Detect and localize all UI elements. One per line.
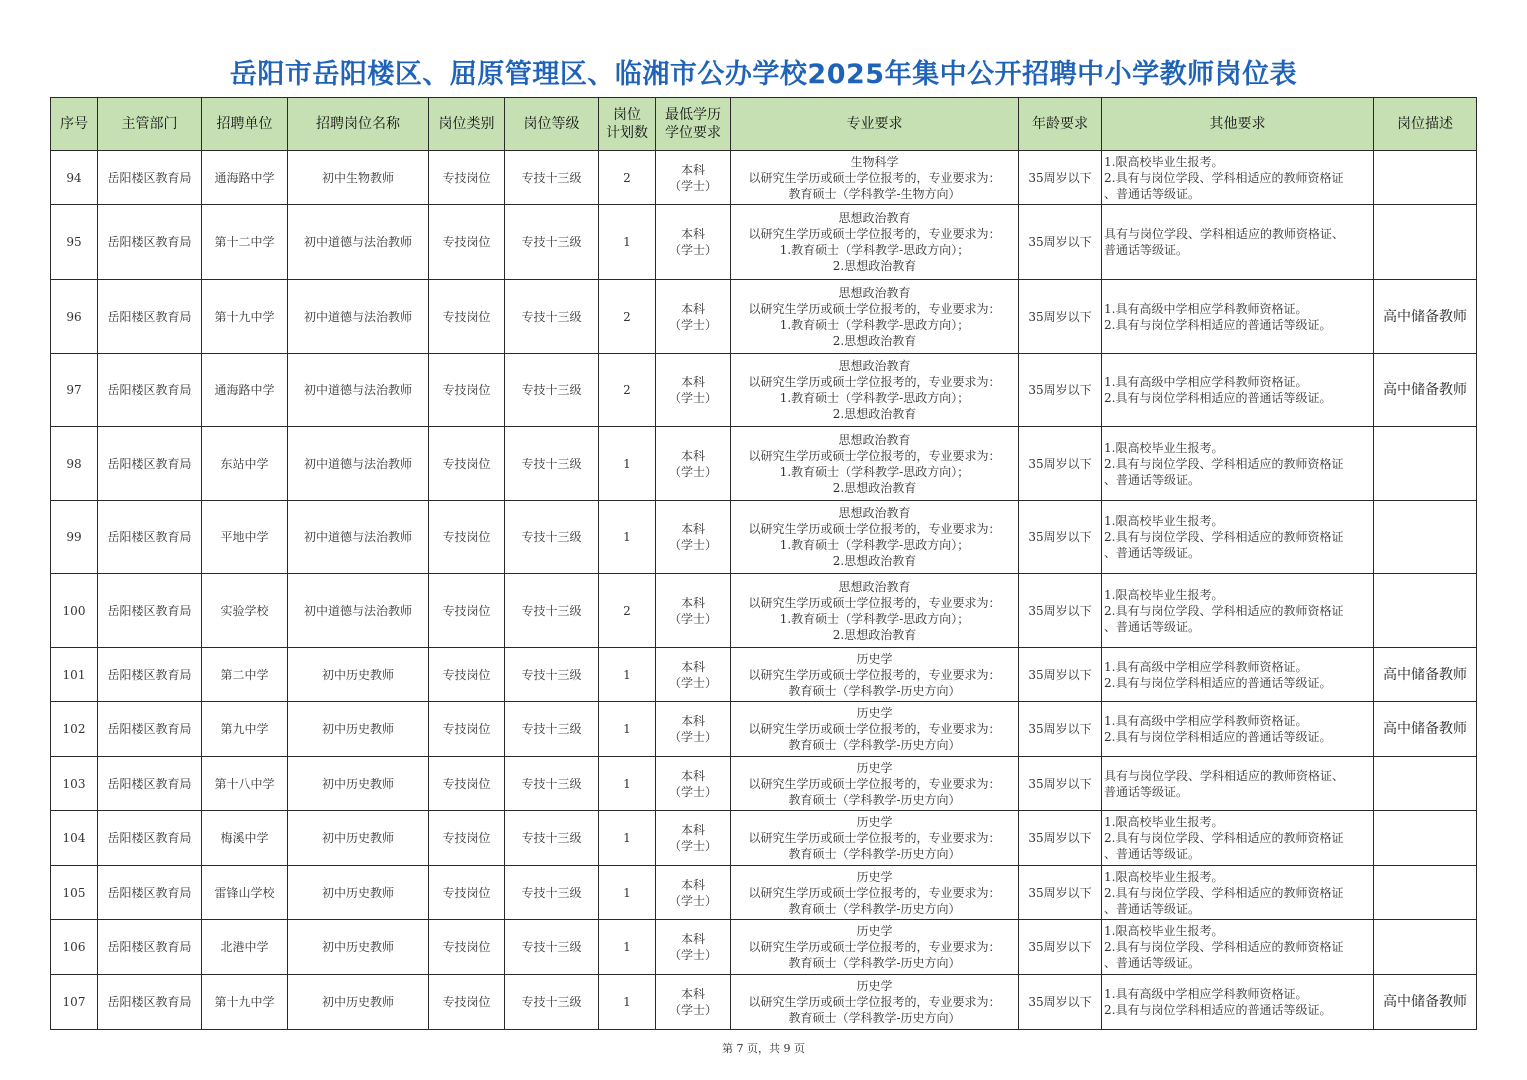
cell-plan: 1 [599,702,656,757]
cell-age: 35周岁以下 [1019,354,1102,427]
cell-dept: 岳阳楼区教育局 [98,354,202,427]
header-type: 岗位类别 [429,98,505,151]
cell-level: 专技十三级 [505,205,599,280]
cell-unit: 平地中学 [202,501,288,574]
cell-desc [1374,151,1477,205]
cell-plan: 1 [599,975,656,1030]
table-row [51,427,1477,501]
cell-major: 思想政治教育 以研究生学历或硕士学位报考的，专业要求为： 1.教育硕士（学科教学-思政方向）； 2.思想政治教育 [731,574,1019,648]
table-row [51,574,1477,648]
cell-age: 35周岁以下 [1019,975,1102,1030]
cell-type: 专技岗位 [429,920,505,975]
cell-type: 专技岗位 [429,811,505,866]
cell-post: 初中历史教师 [288,811,429,866]
cell-no: 94 [51,151,98,205]
table-row [51,648,1477,702]
cell-plan: 1 [599,648,656,702]
cell-plan: 2 [599,574,656,648]
cell-type: 专技岗位 [429,648,505,702]
cell-edu: 本科 （学士） [656,811,731,866]
table-row [51,866,1477,920]
cell-plan: 1 [599,427,656,501]
cell-age: 35周岁以下 [1019,280,1102,354]
cell-post: 初中历史教师 [288,648,429,702]
table-row [51,757,1477,811]
cell-plan: 1 [599,920,656,975]
cell-other: 1.限高校毕业生报考。 2.具有与岗位学段、学科相适应的教师资格证 、普通话等级证。 [1102,920,1374,975]
table-header-row [51,98,1477,151]
cell-other: 具有与岗位学段、学科相适应的教师资格证、 普通话等级证。 [1102,205,1374,280]
cell-desc [1374,574,1477,648]
cell-age: 35周岁以下 [1019,574,1102,648]
cell-dept: 岳阳楼区教育局 [98,427,202,501]
cell-unit: 第十九中学 [202,975,288,1030]
cell-edu: 本科 （学士） [656,648,731,702]
cell-plan: 1 [599,757,656,811]
cell-other: 具有与岗位学段、学科相适应的教师资格证、 普通话等级证。 [1102,757,1374,811]
cell-age: 35周岁以下 [1019,920,1102,975]
header-other: 其他要求 [1102,98,1374,151]
cell-age: 35周岁以下 [1019,648,1102,702]
cell-no: 98 [51,427,98,501]
cell-major: 生物科学 以研究生学历或硕士学位报考的，专业要求为： 教育硕士（学科教学-生物方向） [731,151,1019,205]
cell-unit: 第九中学 [202,702,288,757]
cell-post: 初中道德与法治教师 [288,427,429,501]
cell-plan: 2 [599,354,656,427]
cell-type: 专技岗位 [429,427,505,501]
cell-post: 初中历史教师 [288,702,429,757]
cell-dept: 岳阳楼区教育局 [98,702,202,757]
table-row [51,920,1477,975]
cell-no: 100 [51,574,98,648]
cell-post: 初中道德与法治教师 [288,501,429,574]
cell-major: 思想政治教育 以研究生学历或硕士学位报考的，专业要求为： 1.教育硕士（学科教学-思政方向）； 2.思想政治教育 [731,354,1019,427]
cell-edu: 本科 （学士） [656,354,731,427]
cell-no: 107 [51,975,98,1030]
cell-plan: 1 [599,866,656,920]
cell-age: 35周岁以下 [1019,427,1102,501]
header-unit: 招聘单位 [202,98,288,151]
cell-level: 专技十三级 [505,280,599,354]
header-desc: 岗位描述 [1374,98,1477,151]
cell-level: 专技十三级 [505,151,599,205]
cell-level: 专技十三级 [505,427,599,501]
cell-desc [1374,427,1477,501]
header-age: 年龄要求 [1019,98,1102,151]
cell-level: 专技十三级 [505,866,599,920]
table-row [51,702,1477,757]
cell-type: 专技岗位 [429,501,505,574]
cell-desc: 高中储备教师 [1374,702,1477,757]
cell-plan: 2 [599,280,656,354]
cell-edu: 本科 （学士） [656,501,731,574]
cell-desc [1374,757,1477,811]
cell-age: 35周岁以下 [1019,757,1102,811]
cell-edu: 本科 （学士） [656,975,731,1030]
cell-unit: 第十八中学 [202,757,288,811]
cell-age: 35周岁以下 [1019,702,1102,757]
cell-level: 专技十三级 [505,811,599,866]
cell-desc [1374,205,1477,280]
cell-major: 历史学 以研究生学历或硕士学位报考的，专业要求为： 教育硕士（学科教学-历史方向） [731,757,1019,811]
cell-dept: 岳阳楼区教育局 [98,648,202,702]
cell-plan: 1 [599,811,656,866]
table-row [51,501,1477,574]
cell-major: 思想政治教育 以研究生学历或硕士学位报考的，专业要求为： 1.教育硕士（学科教学-思政方向）； 2.思想政治教育 [731,427,1019,501]
cell-no: 101 [51,648,98,702]
cell-no: 103 [51,757,98,811]
cell-age: 35周岁以下 [1019,205,1102,280]
job-table [50,97,1477,1030]
cell-dept: 岳阳楼区教育局 [98,574,202,648]
cell-post: 初中道德与法治教师 [288,354,429,427]
cell-post: 初中道德与法治教师 [288,280,429,354]
cell-major: 历史学 以研究生学历或硕士学位报考的，专业要求为： 教育硕士（学科教学-历史方向） [731,811,1019,866]
cell-edu: 本科 （学士） [656,702,731,757]
cell-unit: 实验学校 [202,574,288,648]
cell-no: 106 [51,920,98,975]
cell-dept: 岳阳楼区教育局 [98,975,202,1030]
cell-edu: 本科 （学士） [656,427,731,501]
cell-type: 专技岗位 [429,280,505,354]
cell-type: 专技岗位 [429,205,505,280]
cell-other: 1.限高校毕业生报考。 2.具有与岗位学段、学科相适应的教师资格证 、普通话等级证。 [1102,151,1374,205]
cell-desc [1374,920,1477,975]
cell-unit: 通海路中学 [202,354,288,427]
cell-major: 历史学 以研究生学历或硕士学位报考的，专业要求为： 教育硕士（学科教学-历史方向） [731,866,1019,920]
cell-unit: 第十二中学 [202,205,288,280]
cell-plan: 1 [599,501,656,574]
cell-major: 历史学 以研究生学历或硕士学位报考的，专业要求为： 教育硕士（学科教学-历史方向） [731,648,1019,702]
cell-level: 专技十三级 [505,757,599,811]
cell-other: 1.限高校毕业生报考。 2.具有与岗位学段、学科相适应的教师资格证 、普通话等级证。 [1102,501,1374,574]
cell-age: 35周岁以下 [1019,811,1102,866]
header-no: 序号 [51,98,98,151]
cell-level: 专技十三级 [505,920,599,975]
table-body [51,151,1477,1030]
cell-edu: 本科 （学士） [656,866,731,920]
header-dept: 主管部门 [98,98,202,151]
cell-edu: 本科 （学士） [656,205,731,280]
cell-no: 104 [51,811,98,866]
cell-unit: 通海路中学 [202,151,288,205]
cell-other: 1.限高校毕业生报考。 2.具有与岗位学段、学科相适应的教师资格证 、普通话等级证。 [1102,811,1374,866]
cell-post: 初中历史教师 [288,975,429,1030]
cell-dept: 岳阳楼区教育局 [98,151,202,205]
cell-type: 专技岗位 [429,574,505,648]
cell-plan: 2 [599,151,656,205]
cell-other: 1.限高校毕业生报考。 2.具有与岗位学段、学科相适应的教师资格证 、普通话等级证。 [1102,866,1374,920]
table-row [51,280,1477,354]
cell-no: 99 [51,501,98,574]
cell-other: 1.限高校毕业生报考。 2.具有与岗位学段、学科相适应的教师资格证 、普通话等级证。 [1102,574,1374,648]
cell-plan: 1 [599,205,656,280]
cell-type: 专技岗位 [429,866,505,920]
cell-desc: 高中储备教师 [1374,280,1477,354]
cell-dept: 岳阳楼区教育局 [98,866,202,920]
cell-unit: 第二中学 [202,648,288,702]
cell-edu: 本科 （学士） [656,574,731,648]
cell-other: 1.具有高级中学相应学科教师资格证。 2.具有与岗位学科相适应的普通话等级证。 [1102,280,1374,354]
cell-no: 95 [51,205,98,280]
cell-major: 历史学 以研究生学历或硕士学位报考的，专业要求为： 教育硕士（学科教学-历史方向） [731,975,1019,1030]
cell-post: 初中历史教师 [288,920,429,975]
cell-edu: 本科 （学士） [656,280,731,354]
cell-dept: 岳阳楼区教育局 [98,501,202,574]
cell-dept: 岳阳楼区教育局 [98,920,202,975]
table-row [51,205,1477,280]
cell-edu: 本科 （学士） [656,757,731,811]
cell-major: 思想政治教育 以研究生学历或硕士学位报考的，专业要求为： 1.教育硕士（学科教学-思政方向）； 2.思想政治教育 [731,501,1019,574]
cell-desc: 高中储备教师 [1374,648,1477,702]
cell-dept: 岳阳楼区教育局 [98,811,202,866]
cell-type: 专技岗位 [429,975,505,1030]
cell-level: 专技十三级 [505,702,599,757]
cell-level: 专技十三级 [505,354,599,427]
cell-post: 初中历史教师 [288,757,429,811]
cell-desc: 高中储备教师 [1374,975,1477,1030]
cell-level: 专技十三级 [505,975,599,1030]
cell-unit: 第十九中学 [202,280,288,354]
header-major: 专业要求 [731,98,1019,151]
table-row [51,811,1477,866]
cell-unit: 北港中学 [202,920,288,975]
cell-edu: 本科 （学士） [656,151,731,205]
cell-other: 1.具有高级中学相应学科教师资格证。 2.具有与岗位学科相适应的普通话等级证。 [1102,702,1374,757]
cell-type: 专技岗位 [429,757,505,811]
page-title: 岳阳市岳阳楼区、屈原管理区、临湘市公办学校2025年集中公开招聘中小学教师岗位表 [229,59,1298,90]
cell-desc: 高中储备教师 [1374,354,1477,427]
header-edu: 最低学历 学位要求 [656,98,731,151]
cell-no: 102 [51,702,98,757]
cell-post: 初中道德与法治教师 [288,205,429,280]
cell-major: 历史学 以研究生学历或硕士学位报考的，专业要求为： 教育硕士（学科教学-历史方向） [731,702,1019,757]
page-footer: 第 7 页，共 9 页 [722,1042,805,1055]
cell-other: 1.具有高级中学相应学科教师资格证。 2.具有与岗位学科相适应的普通话等级证。 [1102,975,1374,1030]
cell-edu: 本科 （学士） [656,920,731,975]
cell-no: 105 [51,866,98,920]
cell-no: 96 [51,280,98,354]
cell-type: 专技岗位 [429,702,505,757]
cell-unit: 雷锋山学校 [202,866,288,920]
cell-other: 1.具有高级中学相应学科教师资格证。 2.具有与岗位学科相适应的普通话等级证。 [1102,648,1374,702]
cell-unit: 东站中学 [202,427,288,501]
header-plan: 岗位 计划数 [599,98,656,151]
cell-post: 初中生物教师 [288,151,429,205]
cell-age: 35周岁以下 [1019,866,1102,920]
cell-major: 思想政治教育 以研究生学历或硕士学位报考的，专业要求为： 1.教育硕士（学科教学-思政方向）； 2.思想政治教育 [731,280,1019,354]
cell-type: 专技岗位 [429,151,505,205]
cell-level: 专技十三级 [505,648,599,702]
table-row [51,151,1477,205]
cell-major: 思想政治教育 以研究生学历或硕士学位报考的，专业要求为： 1.教育硕士（学科教学-思政方向）； 2.思想政治教育 [731,205,1019,280]
cell-no: 97 [51,354,98,427]
cell-post: 初中道德与法治教师 [288,574,429,648]
table-row [51,975,1477,1030]
cell-major: 历史学 以研究生学历或硕士学位报考的，专业要求为： 教育硕士（学科教学-历史方向） [731,920,1019,975]
cell-dept: 岳阳楼区教育局 [98,280,202,354]
cell-other: 1.限高校毕业生报考。 2.具有与岗位学段、学科相适应的教师资格证 、普通话等级证。 [1102,427,1374,501]
cell-unit: 梅溪中学 [202,811,288,866]
table-row [51,354,1477,427]
cell-age: 35周岁以下 [1019,151,1102,205]
cell-other: 1.具有高级中学相应学科教师资格证。 2.具有与岗位学科相适应的普通话等级证。 [1102,354,1374,427]
cell-level: 专技十三级 [505,501,599,574]
cell-type: 专技岗位 [429,354,505,427]
cell-dept: 岳阳楼区教育局 [98,757,202,811]
cell-level: 专技十三级 [505,574,599,648]
cell-dept: 岳阳楼区教育局 [98,205,202,280]
header-post: 招聘岗位名称 [288,98,429,151]
header-level: 岗位等级 [505,98,599,151]
cell-desc [1374,501,1477,574]
cell-desc [1374,811,1477,866]
cell-post: 初中历史教师 [288,866,429,920]
cell-desc [1374,866,1477,920]
cell-age: 35周岁以下 [1019,501,1102,574]
